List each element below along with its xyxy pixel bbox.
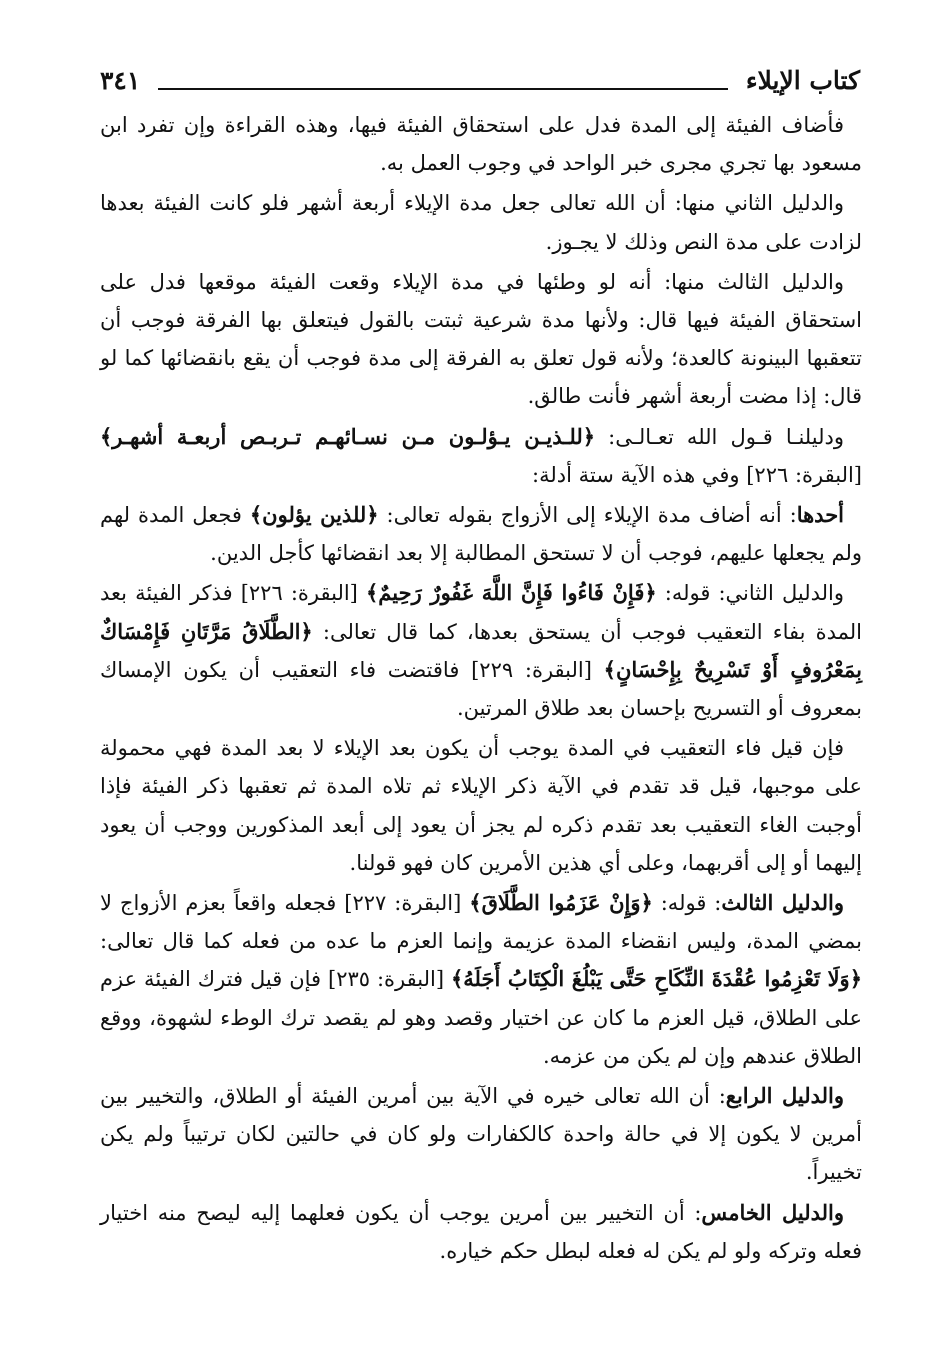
header-rule xyxy=(158,88,728,90)
paragraph-10: والدليل الخامس: أن التخيير بين أمرين يوجب أن يكون فعلهما إليه ليصح منه اختيار فعله وتركه ولو لم يكن له فعله لبطل حكم خياره. xyxy=(100,1199,862,1263)
paragraph-2: والدليل الثاني منها: أن الله تعالى جعل مدة الإيلاء أربعة أشهر فلو كانت الفيئة بعدها لزادت على مدة النص وذلك لا يجـوز. xyxy=(100,191,862,254)
quran-verse: ﴿للذين يؤلون﴾ xyxy=(249,502,379,528)
quran-verse: ﴿وَإِنْ عَزَمُوا الطَّلَاقَ﴾ xyxy=(469,890,653,916)
paragraph-6: والدليل الثاني: قوله: ﴿فَإِنْ فَاءُوا فَإِنَّ اللَّهَ غَفُورٌ رَحِيمٌ﴾ [البقرة: ٢٢٦] فذكر الفيئة بعد المدة بفاء التعقيب فوجب أن يستحق بعدها، كما قال تعالى: ﴿الطَّلَاقُ مَرَّتَانِ فَإِمْسَاكٌ بِمَعْرُوفٍ أَوْ تَسْرِيحٌ بِإِحْسَانٍ﴾ [البقرة: ٢٢٩] فاقتضت فاء التعقيب أن يكون الإمساك بمعروف أو التسريح بإحسان بعد طلاق المرتين. xyxy=(100,580,862,721)
paragraph-lead: والدليل الخامس xyxy=(701,1199,844,1225)
paragraph-5: أحدها: أنه أضاف مدة الإيلاء إلى الأزواج بقوله تعالى: ﴿للذين يؤلون﴾ فجعل المدة لهم ولم يجعلها عليهم، فوجب أن لا تستحق المطالبة إلا بعد انقضائها كأجل الدين. xyxy=(100,502,862,566)
paragraph-lead: أحدها xyxy=(796,502,845,528)
paragraph-3: والدليل الثالث منها: أنه لو وطئها في مدة الإيلاء وقعت الفيئة موقعها فدل على استحقاق الفيئة فيها قال: ولأنها مدة شرعية ثبتت بالقول فيتعلق بها الفرقة فوجب أن تتعقبها البينونة كالعدة؛ ولأنه قول تعلق به الفرقة إلى مدة فوجب أن يقع بانقضائها كما لو قال: إذا مضت أربعة أشهر فأنت طالق. xyxy=(100,269,862,409)
quran-verse: ﴿للـذيـن يـؤلـون مـن نسـائهـم تـربـص أربعـة أشهـر﴾ xyxy=(100,423,596,449)
quran-verse: ﴿فَإِنْ فَاءُوا فَإِنَّ اللَّهَ غَفُورٌ رَحِيمٌ﴾ xyxy=(365,580,657,606)
page-number: ٣٤١ xyxy=(100,66,141,95)
paragraph-4: ودليلنـا قـول الله تعـالـى: ﴿للـذيـن يـؤلـون مـن نسـائهـم تـربـص أربعـة أشهـر﴾ [البقرة: ٢٢٦] وفي هذه الآية ستة أدلة: xyxy=(100,423,862,487)
paragraph-9: والدليل الرابع: أن الله تعالى خيره في الآية بين أمرين الفيئة أو الطلاق، والتخيير بين أمرين لا يكون إلا في حالة واحدة كالكفارات ولو كان في حالتين لكان ترتيباً ولم يكن تخييراً. xyxy=(100,1083,862,1185)
paragraph-8: والدليل الثالث: قوله: ﴿وَإِنْ عَزَمُوا الطَّلَاقَ﴾ [البقرة: ٢٢٧] فجعله واقعاً بعزم الأزواج لا بمضي المدة، وليس انقضاء المدة عزيمة وإنما العزم ما عده من فعله كما قال تعالى: ﴿وَلَا تَعْزِمُوا عُقْدَةَ النِّكَاحِ حَتَّى يَبْلُغَ الْكِتَابُ أَجَلَهُ﴾ [البقرة: ٢٣٥] فإن قيل فترك الفيئة عزم على الطلاق، قيل العزم ما كان عن اختيار وقصد وهو لم يقصد ترك الوطء لشهوة، ووقع الطلاق عندهم وإن لم يكن من عزمه. xyxy=(100,890,863,1068)
page-body xyxy=(100,106,862,1272)
paragraph-1: فأضاف الفيئة إلى المدة فدل على استحقاق الفيئة فيها، وهذه القراءة وإن تفرد ابن مسعود بها تجري مجرى خبر الواحد في وجوب العمل به. xyxy=(100,113,862,176)
paragraph-lead: والدليل الرابع xyxy=(725,1083,844,1109)
paragraph-7: فإن قيل فاء التعقيب في المدة يوجب أن يكون بعد الإيلاء لا بعد المدة فهي محمولة على موجبها، قيل قد تقدم في الآية ذكر الإيلاء ثم تلاه المدة ثم تعقبها ذكر الفيئة فإذا أوجبت الغاء التعقيب بعد تقدم ذكره لم يجز أن يعود إلى أبعد المذكورين ووجب أن يعود إليهما أو إلى أقربهما، وعلى أي هذين الأمرين كان فهو قولنا. xyxy=(100,736,862,875)
paragraph-lead: والدليل الثالث xyxy=(721,890,845,916)
page-header xyxy=(100,62,860,102)
quran-verse: ﴿الطَّلَاقُ مَرَّتَانِ فَإِمْسَاكٌ بِمَعْرُوفٍ أَوْ تَسْرِيحٌ بِإِحْسَانٍ﴾ xyxy=(100,618,862,682)
chapter-title: كتاب الإيلاء xyxy=(745,66,860,95)
quran-verse: ﴿وَلَا تَعْزِمُوا عُقْدَةَ النِّكَاحِ حَتَّى يَبْلُغَ الْكِتَابُ أَجَلَهُ﴾ xyxy=(450,966,863,992)
